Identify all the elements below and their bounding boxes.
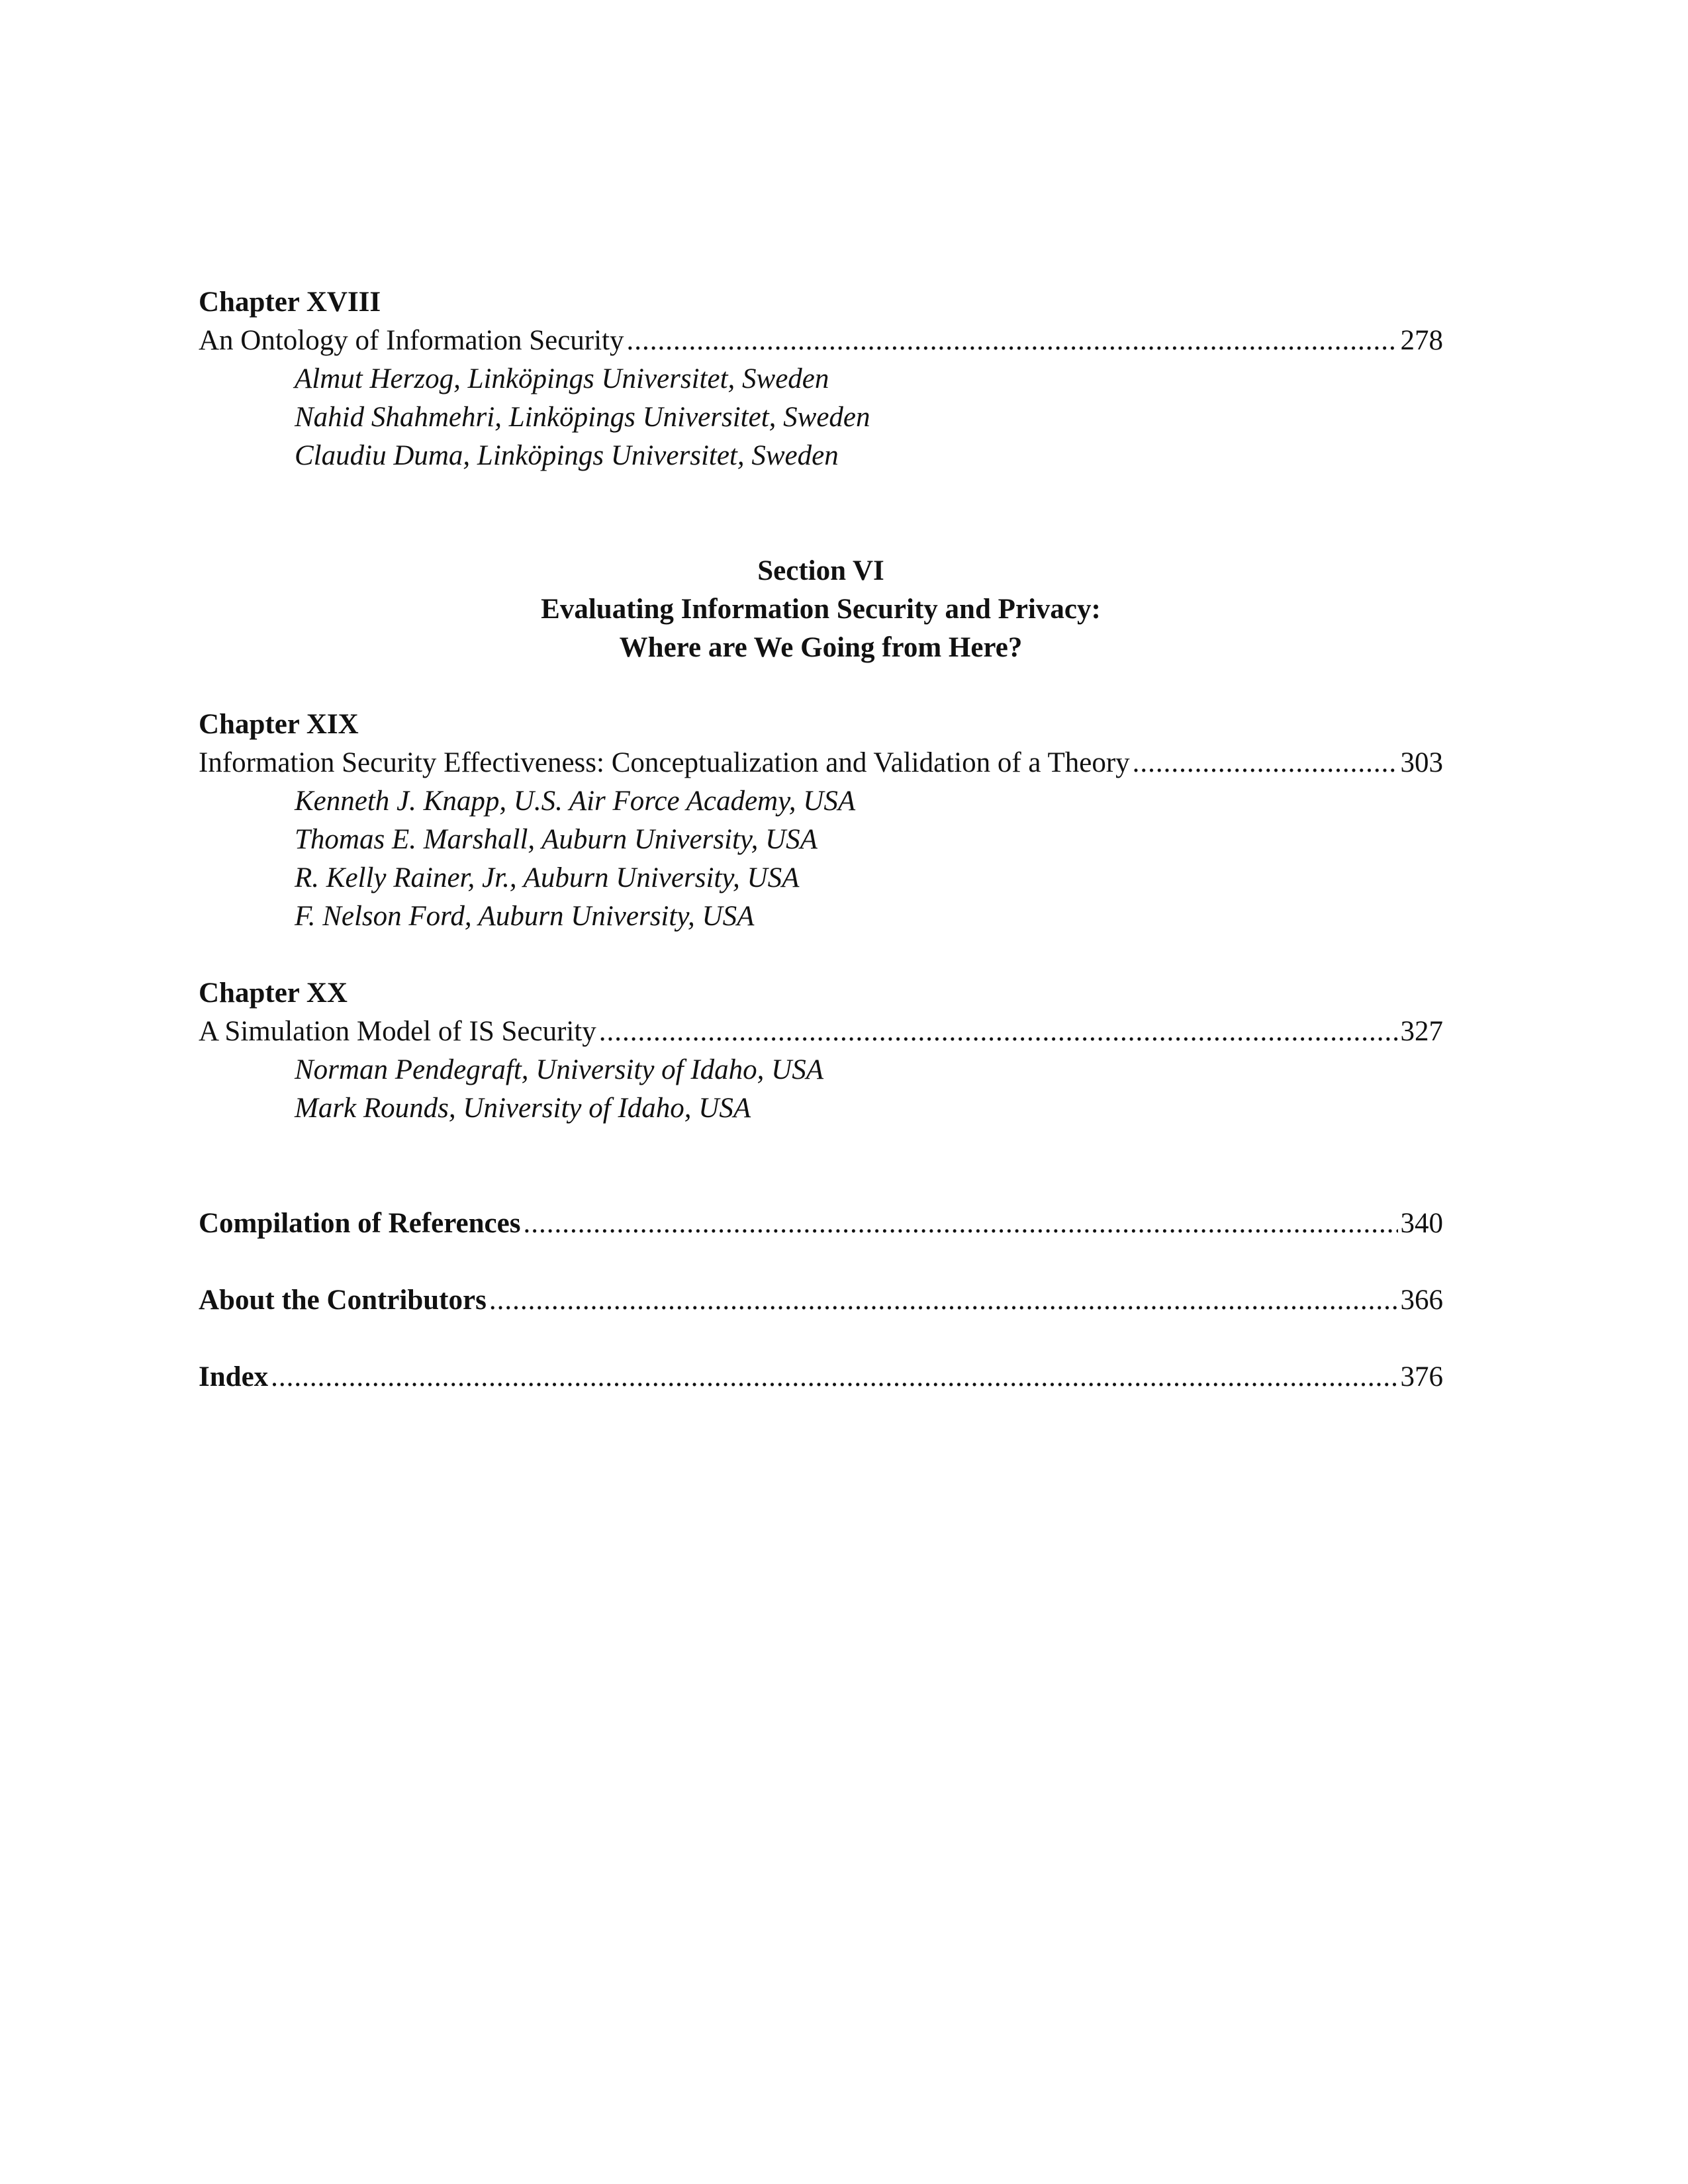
table-of-contents — [199, 283, 1443, 1396]
section-title-line: Evaluating Information Security and Privacy: — [541, 594, 1101, 625]
author-line: Thomas E. Marshall, Auburn University, USA — [295, 824, 818, 855]
page-number: 278 — [1400, 325, 1443, 356]
chapter-title-row[interactable] — [199, 744, 1443, 782]
chapter-title: Information Security Effectiveness: Conceptualization and Validation of a Theory — [199, 747, 1130, 778]
leader-dots — [599, 1013, 1398, 1051]
leader-dots — [271, 1358, 1397, 1396]
author-line: Almut Herzog, Linköpings Universitet, Sweden — [295, 363, 829, 394]
author-line: F. Nelson Ford, Auburn University, USA — [295, 901, 755, 932]
page-number: 366 — [1400, 1285, 1443, 1316]
leader-dots — [627, 322, 1398, 360]
chapter-title: A Simulation Model of IS Security — [199, 1016, 596, 1047]
section-title-line: Where are We Going from Here? — [619, 632, 1023, 663]
leader-dots — [489, 1281, 1398, 1320]
chapter-title-row[interactable] — [199, 1013, 1443, 1051]
index-entry[interactable] — [199, 1358, 1443, 1396]
references-title: Compilation of References — [199, 1208, 521, 1239]
chapter-title: An Ontology of Information Security — [199, 325, 624, 356]
chapter-entry — [199, 974, 1443, 1128]
leader-dots — [1133, 744, 1398, 782]
contributors-title: About the Contributors — [199, 1285, 487, 1316]
chapter-label: Chapter XIX — [199, 709, 359, 740]
chapter-title-row[interactable] — [199, 322, 1443, 360]
chapter-entry — [199, 283, 1443, 475]
page-number: 340 — [1400, 1208, 1443, 1239]
author-line: Norman Pendegraft, University of Idaho, USA — [295, 1054, 823, 1085]
chapter-label: Chapter XX — [199, 978, 348, 1009]
leader-dots — [523, 1205, 1397, 1243]
page-number: 327 — [1400, 1016, 1443, 1047]
author-line: R. Kelly Rainer, Jr., Auburn University, USA — [295, 862, 800, 893]
contributors-entry[interactable] — [199, 1281, 1443, 1320]
section-label: Section VI — [757, 555, 884, 586]
chapter-entry — [199, 705, 1443, 936]
author-line: Kenneth J. Knapp, U.S. Air Force Academy, USA — [295, 786, 856, 817]
chapter-label: Chapter XVIII — [199, 287, 381, 318]
index-title: Index — [199, 1361, 269, 1392]
page-number: 303 — [1400, 747, 1443, 778]
references-entry[interactable] — [199, 1205, 1443, 1243]
author-line: Mark Rounds, University of Idaho, USA — [295, 1093, 751, 1124]
author-line: Claudiu Duma, Linköpings Universitet, Sweden — [295, 440, 839, 471]
section-heading — [199, 552, 1443, 667]
page-number: 376 — [1400, 1361, 1443, 1392]
author-line: Nahid Shahmehri, Linköpings Universitet, Sweden — [295, 402, 870, 433]
